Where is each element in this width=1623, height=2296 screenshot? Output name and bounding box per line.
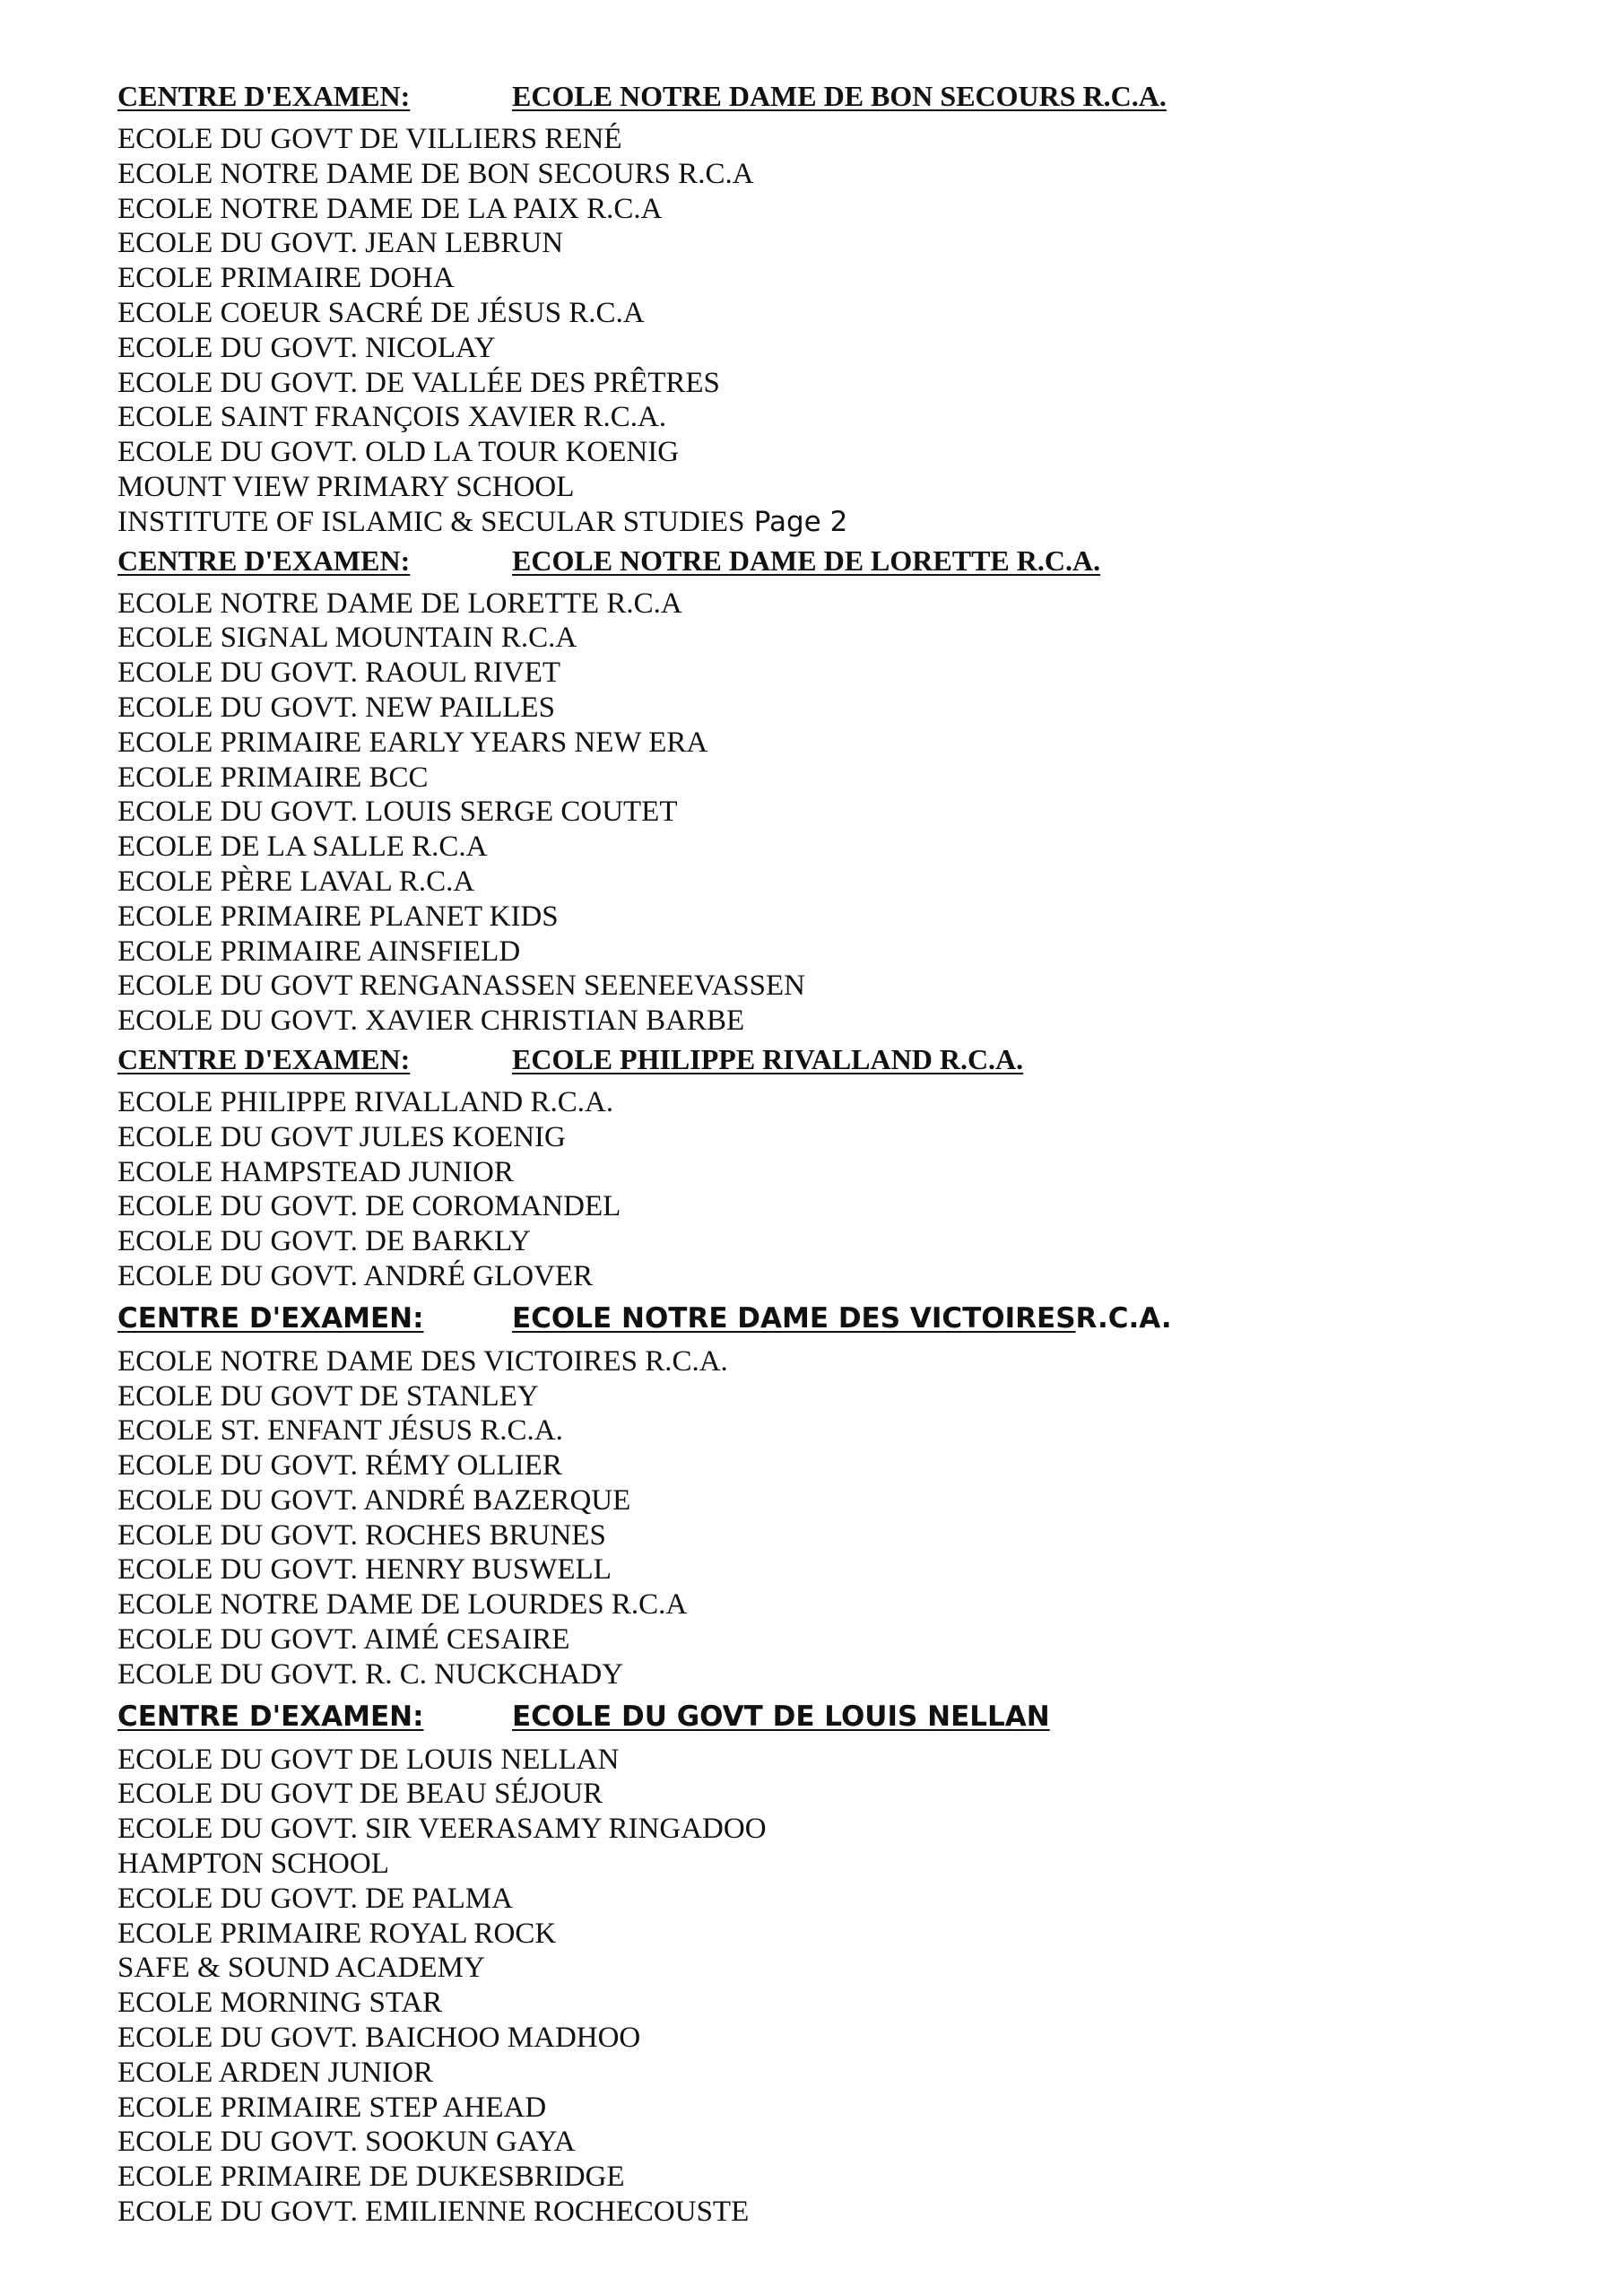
school-item: ECOLE DU GOVT. R. C. NUCKCHADY (117, 1657, 624, 1691)
school-item: ECOLE NOTRE DAME DE BON SECOURS R.C.A (117, 157, 754, 190)
school-item: ECOLE PRIMAIRE DOHA (117, 262, 455, 295)
header-label: CENTRE D'EXAMEN: (117, 544, 411, 577)
section-header (117, 79, 1588, 113)
school-item: ECOLE SAINT FRANÇOIS XAVIER R.C.A. (117, 401, 667, 434)
centre-name: ECOLE DU GOVT DE LOUIS NELLAN (512, 1700, 1050, 1733)
school-item: ECOLE DU GOVT. ANDRÉ GLOVER (117, 1259, 594, 1292)
school-item: ECOLE ARDEN JUNIOR (117, 2056, 433, 2089)
school-item: ECOLE DU GOVT JULES KOENIG (117, 1120, 566, 1153)
school-item: ECOLE DU GOVT. BAICHOO MADHOO (117, 2022, 641, 2055)
school-item: ECOLE DU GOVT DE LOUIS NELLAN (117, 1743, 620, 1776)
school-item: ECOLE DU GOVT. OLD LA TOUR KOENIG (117, 436, 680, 469)
exam-centre-section (117, 1700, 1588, 2230)
school-item: ECOLE DU GOVT. SIR VEERASAMY RINGADOO (117, 1813, 767, 1846)
school-item: ECOLE DU GOVT. ANDRÉ BAZERQUE (117, 1483, 631, 1517)
school-item: ECOLE PRIMAIRE DE DUKESBRIDGE (117, 2161, 625, 2194)
school-item: ECOLE PRIMAIRE BCC (117, 761, 429, 794)
header-label: CENTRE D'EXAMEN: (117, 1042, 411, 1075)
school-list (117, 587, 1588, 1039)
school-item: ECOLE DU GOVT. ROCHES BRUNES (117, 1518, 606, 1552)
section-header (117, 544, 1588, 578)
exam-centre-section (117, 79, 1588, 540)
school-item: ECOLE DU GOVT. LOUIS SERGE COUTET (117, 796, 678, 829)
centre-name: ECOLE NOTRE DAME DE BON SECOURS R.C.A. (512, 80, 1167, 112)
school-list (117, 122, 1588, 540)
school-item: ECOLE DU GOVT. SOOKUN GAYA (117, 2126, 576, 2159)
school-item: ECOLE DU GOVT. JEAN LEBRUN (117, 227, 564, 260)
school-item: ECOLE SIGNAL MOUNTAIN R.C.A (117, 622, 577, 655)
exam-centre-section (117, 1301, 1588, 1692)
school-item: ECOLE PRIMAIRE EARLY YEARS NEW ERA (117, 726, 708, 759)
school-item: ECOLE PRIMAIRE STEP AHEAD (117, 2091, 547, 2124)
school-item: ECOLE DU GOVT. AIMÉ CESAIRE (117, 1623, 570, 1657)
school-item: ECOLE HAMPSTEAD JUNIOR (117, 1155, 514, 1188)
section-header (117, 1042, 1588, 1076)
school-list (117, 1085, 1588, 1294)
school-item: ECOLE ST. ENFANT JÉSUS R.C.A. (117, 1414, 563, 1448)
centre-name-suffix: R.C.A. (1075, 1301, 1172, 1335)
school-item: ECOLE MORNING STAR (117, 1987, 443, 2020)
school-item: ECOLE PÈRE LAVAL R.C.A (117, 865, 475, 898)
school-item: ECOLE DU GOVT. RÉMY OLLIER (117, 1449, 562, 1483)
centre-name: ECOLE NOTRE DAME DES VICTOIRES (512, 1301, 1076, 1335)
school-item: ECOLE DU GOVT DE BEAU SÉJOUR (117, 1778, 603, 1811)
school-item: ECOLE PRIMAIRE ROYAL ROCK (117, 1917, 557, 1950)
document-page (117, 79, 1588, 2230)
school-item: ECOLE NOTRE DAME DE LORETTE R.C.A (117, 587, 682, 620)
school-item: ECOLE NOTRE DAME DE LOURDES R.C.A (117, 1588, 688, 1622)
school-item: ECOLE DU GOVT. NICOLAY (117, 331, 496, 364)
school-item: ECOLE DE LA SALLE R.C.A (117, 831, 488, 864)
header-label: CENTRE D'EXAMEN: (117, 1301, 424, 1335)
exam-centre-section (117, 1042, 1588, 1294)
school-item: ECOLE DU GOVT. DE BARKLY (117, 1225, 531, 1258)
school-item: ECOLE DU GOVT. DE VALLÉE DES PRÊTRES (117, 366, 720, 399)
school-item: ECOLE COEUR SACRÉ DE JÉSUS R.C.A (117, 296, 645, 329)
school-item: ECOLE DU GOVT. DE PALMA (117, 1882, 513, 1915)
school-item: ECOLE DU GOVT. EMILIENNE ROCHECOUSTE (117, 2196, 750, 2229)
school-item: MOUNT VIEW PRIMARY SCHOOL (117, 470, 575, 503)
school-list (117, 1344, 1588, 1692)
school-item-with-page-marker (117, 505, 1588, 540)
school-item: ECOLE NOTRE DAME DE LA PAIX R.C.A (117, 192, 663, 225)
school-item: HAMPTON SCHOOL (117, 1848, 389, 1881)
school-item: ECOLE NOTRE DAME DES VICTOIRES R.C.A. (117, 1344, 728, 1378)
school-item: SAFE & SOUND ACADEMY (117, 1952, 485, 1985)
school-item: ECOLE DU GOVT. XAVIER CHRISTIAN BARBE (117, 1004, 745, 1038)
school-item: ECOLE DU GOVT DE STANLEY (117, 1379, 539, 1413)
header-label: CENTRE D'EXAMEN: (117, 1700, 424, 1733)
school-item: ECOLE PRIMAIRE PLANET KIDS (117, 900, 559, 933)
school-item: ECOLE PRIMAIRE AINSFIELD (117, 935, 521, 968)
school-list (117, 1743, 1588, 2230)
header-label: CENTRE D'EXAMEN: (117, 80, 411, 112)
school-item: ECOLE DU GOVT. DE COROMANDEL (117, 1190, 621, 1223)
section-header (117, 1301, 1588, 1335)
centre-name: ECOLE NOTRE DAME DE LORETTE R.C.A. (512, 544, 1101, 577)
section-header (117, 1700, 1588, 1734)
exam-centre-section (117, 544, 1588, 1039)
page-marker: Page 2 (753, 505, 848, 538)
school-item: INSTITUTE OF ISLAMIC & SECULAR STUDIES (117, 505, 745, 538)
school-item: ECOLE DU GOVT. HENRY BUSWELL (117, 1553, 612, 1587)
centre-name: ECOLE PHILIPPE RIVALLAND R.C.A. (512, 1042, 1024, 1075)
school-item: ECOLE DU GOVT DE VILLIERS RENÉ (117, 123, 622, 155)
school-item: ECOLE DU GOVT. NEW PAILLES (117, 691, 555, 724)
school-item: ECOLE DU GOVT. RAOUL RIVET (117, 657, 561, 690)
school-item: ECOLE PHILIPPE RIVALLAND R.C.A. (117, 1085, 614, 1118)
school-item: ECOLE DU GOVT RENGANASSEN SEENEEVASSEN (117, 970, 805, 1003)
